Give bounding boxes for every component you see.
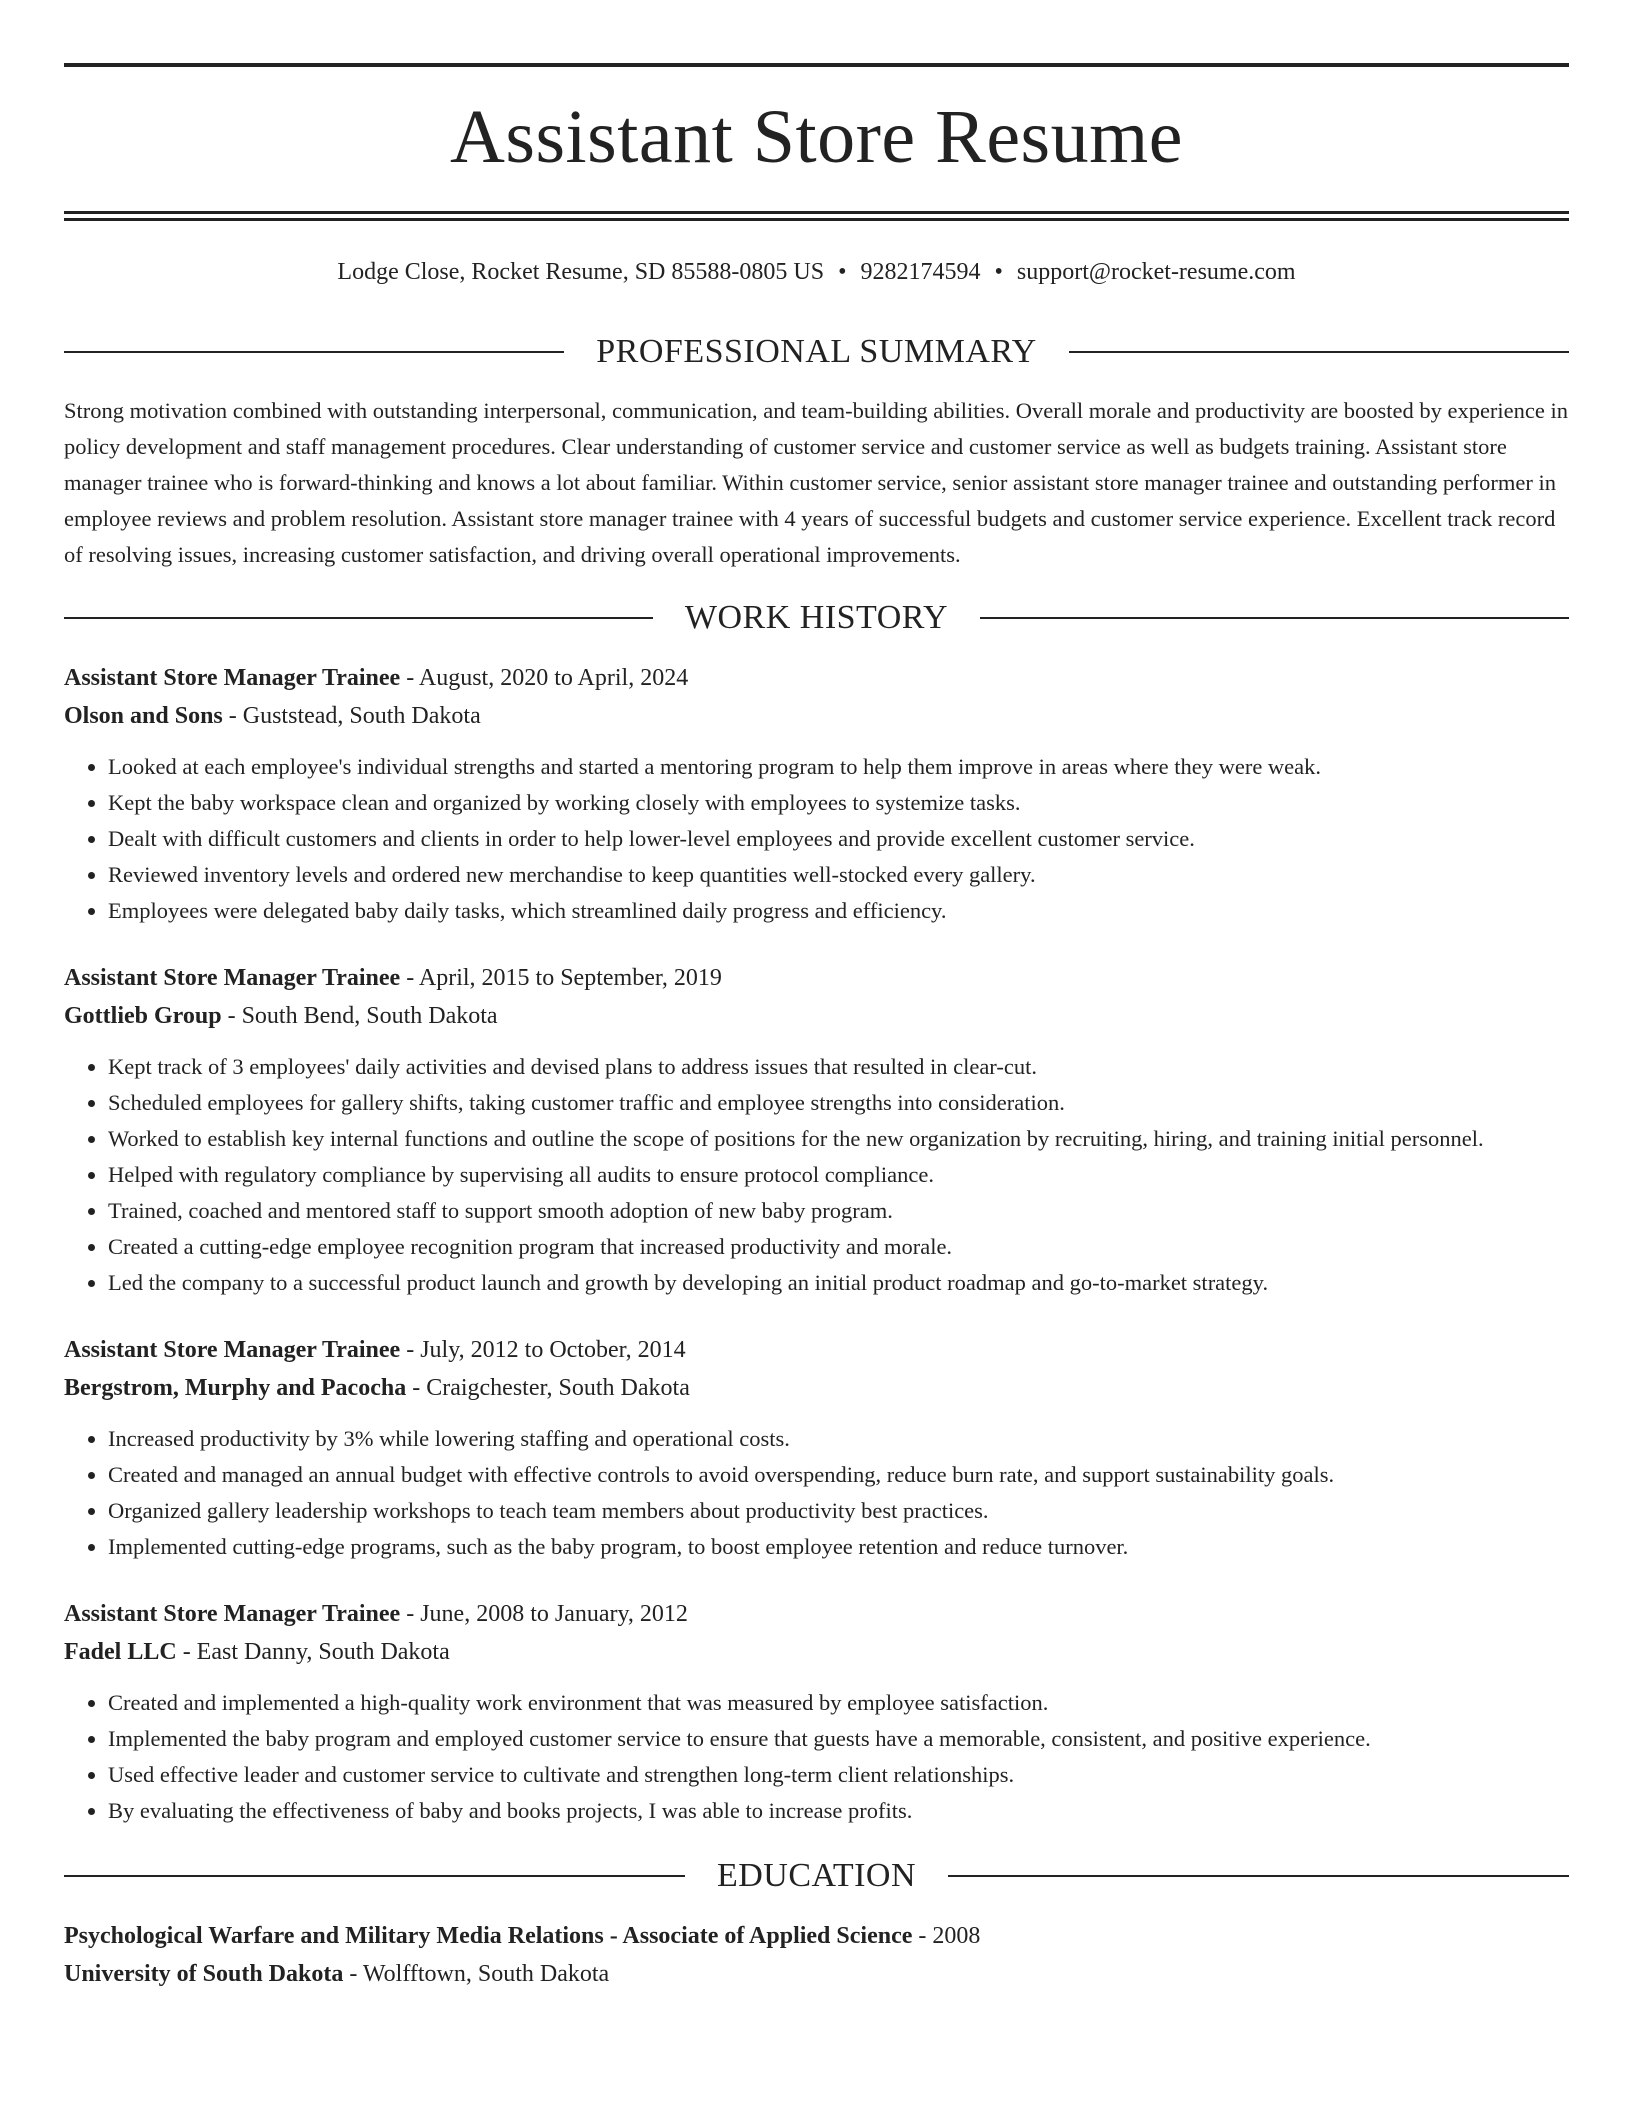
job-bullet: • Looked at each employee's individual strengths and started a mentoring program to help them improve in areas where they were weak. bbox=[108, 749, 1569, 785]
job-bullet: • Created and managed an annual budget with effective controls to avoid overspending, reduce burn rate, and support sustainability goals. bbox=[108, 1457, 1569, 1493]
title-double-rule bbox=[64, 211, 1569, 221]
section-header-work bbox=[64, 599, 1569, 637]
job-title-line bbox=[64, 1595, 1569, 1633]
job-dates: - August, 2020 to April, 2024 bbox=[400, 665, 689, 691]
job-entry bbox=[64, 959, 1569, 1301]
contact-address: Lodge Close, Rocket Resume, SD 85588-0805 US bbox=[337, 259, 825, 285]
job-title: Assistant Store Manager Trainee bbox=[64, 1337, 401, 1363]
job-bullet: • Trained, coached and mentored staff to support smooth adoption of new baby program. bbox=[108, 1193, 1569, 1229]
section-rule-right bbox=[1069, 351, 1569, 353]
job-dates: - July, 2012 to October, 2014 bbox=[400, 1337, 686, 1363]
job-bullet: • Employees were delegated baby daily tasks, which streamlined daily progress and efficiency. bbox=[108, 893, 1569, 929]
contact-separator: • bbox=[838, 259, 847, 285]
section-rule-right bbox=[948, 1875, 1569, 1877]
job-title: Assistant Store Manager Trainee bbox=[64, 665, 401, 691]
job-bullet: • Reviewed inventory levels and ordered new merchandise to keep quantities well-stocked every gallery. bbox=[108, 857, 1569, 893]
job-company-line bbox=[64, 1369, 1569, 1407]
job-title-line bbox=[64, 959, 1569, 997]
job-bullet: • By evaluating the effectiveness of baby and books projects, I was able to increase profits. bbox=[108, 1793, 1569, 1829]
job-company-line bbox=[64, 697, 1569, 735]
job-company: Bergstrom, Murphy and Pacocha bbox=[64, 1375, 407, 1401]
education-entry bbox=[64, 1917, 1569, 1993]
job-bullet: • Increased productivity by 3% while lowering staffing and operational costs. bbox=[108, 1421, 1569, 1457]
job-bullet: • Scheduled employees for gallery shifts, taking customer traffic and employee strengths into consideration. bbox=[108, 1085, 1569, 1121]
education-school-line bbox=[64, 1955, 1569, 1993]
contact-email[interactable]: support@rocket-resume.com bbox=[1016, 259, 1296, 285]
section-header-summary bbox=[64, 333, 1569, 371]
job-bullet: • Kept track of 3 employees' daily activities and devised plans to address issues that resulted in clear-cut. bbox=[108, 1049, 1569, 1085]
job-location: - Guststead, South Dakota bbox=[222, 703, 481, 729]
contact-line bbox=[64, 257, 1569, 287]
job-dates: - April, 2015 to September, 2019 bbox=[400, 965, 722, 991]
contact-phone[interactable]: 9282174594 bbox=[860, 259, 981, 285]
education-degree: Psychological Warfare and Military Media Relations - Associate of Applied Science bbox=[64, 1923, 913, 1949]
job-bullets bbox=[64, 749, 1569, 929]
job-bullet: • Created a cutting-edge employee recognition program that increased productivity and morale. bbox=[108, 1229, 1569, 1265]
job-bullets bbox=[64, 1421, 1569, 1565]
job-bullet: • Used effective leader and customer service to cultivate and strengthen long-term client relationships. bbox=[108, 1757, 1569, 1793]
section-rule-right bbox=[980, 617, 1569, 619]
job-title-line bbox=[64, 659, 1569, 697]
top-rule bbox=[64, 63, 1569, 67]
contact-separator: • bbox=[994, 259, 1003, 285]
job-company-line bbox=[64, 997, 1569, 1035]
job-title: Assistant Store Manager Trainee bbox=[64, 965, 401, 991]
education-location: - Wolfftown, South Dakota bbox=[343, 1961, 610, 1987]
education-school: University of South Dakota bbox=[64, 1961, 344, 1987]
job-bullets bbox=[64, 1685, 1569, 1829]
job-bullet: • Led the company to a successful product launch and growth by developing an initial product roadmap and go-to-market strategy. bbox=[108, 1265, 1569, 1301]
job-bullet: • Implemented the baby program and employed customer service to ensure that guests have a memorable, consistent, and positive experience. bbox=[108, 1721, 1569, 1757]
job-bullets bbox=[64, 1049, 1569, 1301]
resume-title: Assistant Store Resume bbox=[450, 95, 1183, 179]
summary-text: Strong motivation combined with outstanding interpersonal, communication, and team-building abilities. Overall morale and productivity are boosted by experience in policy development and staff management procedures. Clear understanding of customer service and customer service as well as budgets training. Assistant store manager trainee who is forward-thinking and knows a lot about familiar. Within customer service, senior assistant store manager trainee and outstanding performer in employee reviews and problem resolution. Assistant store manager trainee with 4 years of successful budgets and customer service experience. Excellent track record of resolving issues, increasing customer satisfaction, and driving overall operational improvements. bbox=[64, 398, 1569, 567]
work-history-list bbox=[64, 659, 1569, 1829]
section-rule-left bbox=[64, 351, 564, 353]
job-bullet: • Dealt with difficult customers and clients in order to help lower-level employees and provide excellent customer service. bbox=[108, 821, 1569, 857]
job-title: Assistant Store Manager Trainee bbox=[64, 1601, 401, 1627]
job-company: Gottlieb Group bbox=[64, 1003, 222, 1029]
section-title-education: EDUCATION bbox=[716, 1857, 917, 1894]
job-location: - East Danny, South Dakota bbox=[176, 1639, 450, 1665]
job-company: Fadel LLC bbox=[64, 1639, 177, 1665]
job-location: - South Bend, South Dakota bbox=[221, 1003, 498, 1029]
job-bullet: • Implemented cutting-edge programs, such as the baby program, to boost employee retention and reduce turnover. bbox=[108, 1529, 1569, 1565]
job-entry bbox=[64, 1595, 1569, 1829]
job-entry bbox=[64, 1331, 1569, 1565]
job-bullet: • Worked to establish key internal functions and outline the scope of positions for the new organization by recruiting, hiring, and training initial personnel. bbox=[108, 1121, 1569, 1157]
job-bullet: • Organized gallery leadership workshops to teach team members about productivity best practices. bbox=[108, 1493, 1569, 1529]
job-title-line bbox=[64, 1331, 1569, 1369]
job-bullet: • Kept the baby workspace clean and organized by working closely with employees to systemize tasks. bbox=[108, 785, 1569, 821]
job-entry bbox=[64, 659, 1569, 929]
job-company-line bbox=[64, 1633, 1569, 1671]
job-bullet: • Created and implemented a high-quality work environment that was measured by employee satisfaction. bbox=[108, 1685, 1569, 1721]
section-title-work: WORK HISTORY bbox=[684, 599, 949, 636]
section-header-education bbox=[64, 1857, 1569, 1895]
section-title-summary: PROFESSIONAL SUMMARY bbox=[596, 333, 1037, 370]
section-rule-left bbox=[64, 1875, 685, 1877]
job-bullet: • Helped with regulatory compliance by supervising all audits to ensure protocol compliance. bbox=[108, 1157, 1569, 1193]
job-dates: - June, 2008 to January, 2012 bbox=[400, 1601, 688, 1627]
job-location: - Craigchester, South Dakota bbox=[406, 1375, 690, 1401]
education-degree-line bbox=[64, 1917, 1569, 1955]
education-year: - 2008 bbox=[912, 1923, 981, 1949]
section-rule-left bbox=[64, 617, 653, 619]
job-company: Olson and Sons bbox=[64, 703, 223, 729]
